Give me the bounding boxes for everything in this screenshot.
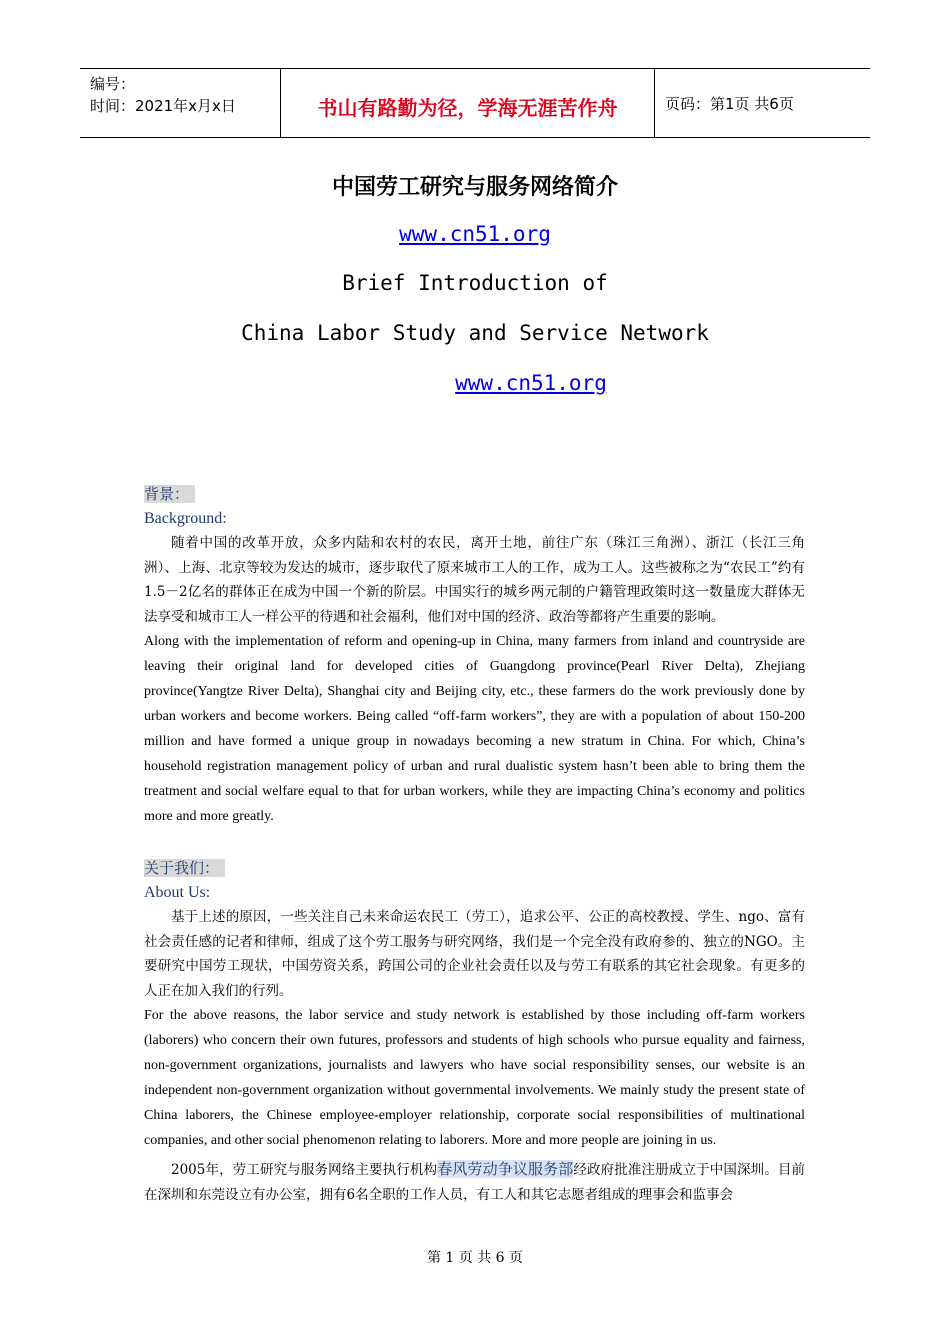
header-table <box>80 68 870 138</box>
url-line-2 <box>80 371 870 395</box>
about-heading-en: About Us: <box>144 884 211 901</box>
about-paragraph-3: 2005年，劳工研究与服务网络主要执行机构春风劳动争议服务部经政府批准注册成立于中国深圳。目前在深圳和东莞设立有办公室，拥有6名全职的工作人员，有工人和其它志愿者组成的理事会和监事会 <box>144 1160 805 1203</box>
page-footer: 第 1 页 共 6 页 <box>426 1250 524 1266</box>
header-page-label: 页码：第1页 共6页 <box>665 94 794 113</box>
background-paragraph-en: Along with the implementation of reform and opening-up in China, many farmers from inland and countryside are leaving their original land for developed cities of Guangdong province(Pearl River Delta), Zhejiang province(Yangtze River Delta), Shanghai city and Beijing city, etc., these farmers do the work previously done by urban workers and become workers. Being called “off-farm workers”, they are with a population of about 150-200 million and have formed a unique group in nowadays becoming a new stratum in China. For which, China’s household registration management policy of urban and rural dualistic system hasn’t been able to bring them the treatment and social welfare equal to that for urban workers, while they are impacting China’s economy and politics more and more greatly. <box>144 634 805 824</box>
website-link-2[interactable]: www.cn51.org <box>455 371 607 395</box>
about-heading-zh: 关于我们： <box>144 856 805 881</box>
website-link-1[interactable]: www.cn51.org <box>399 222 551 246</box>
background-heading-en: Background: <box>144 510 227 527</box>
english-title-line-2: China Labor Study and Service Network <box>241 321 709 345</box>
about-paragraph-zh: 基于上述的原因，一些关注自己未来命运农民工（劳工），追求公平、公正的高校教授、学生、ngo、富有社会责任感的记者和律师，组成了这个劳工服务与研究网络，我们是一个完全没有政府参的、独立的NGO。主要研究中国劳工现状，中国劳资关系，跨国公司的企业社会责任以及与劳工有联系的其它社会现象。有更多的人正在加入我们的行列。 <box>144 909 805 999</box>
background-paragraph-zh: 随着中国的改革开放，众多内陆和农村的农民，离开土地，前往广东（珠江三角洲）、浙江（长江三角洲）、上海、北京等较为发达的城市，逐步取代了原来城市工人的工作，成为工人。这些被称之为“农民工”约有1.5－2亿名的群体正在成为中国一个新的阶层。中国实行的城乡两元制的户籍管理政策时这一数量庞大群体无法享受和城市工人一样公平的待遇和社会福利，他们对中国的经济、政治等都将产生重要的影响。 <box>144 535 805 625</box>
background-section <box>144 482 805 829</box>
organization-highlight: 春风劳动争议服务部 <box>437 1160 574 1178</box>
time-label: 时间：2021年x月x日 <box>90 97 236 115</box>
about-paragraph-en: For the above reasons, the labor service and study network is established by those including off-farm workers (laborers) who concern their own futures, professors and students of high schools who pursue equality and fairness, non-government organizations, journalists and lawyers who have social responsibility senses, our website is an independent non-government organization without governmental involvements. We mainly study the present state of China laborers, the Chinese employee-employer relationship, corporate social responsibilities of multinational companies, and other social phenomenon relating to laborers. More and more people are joining in us. <box>144 1008 805 1148</box>
header-motto: 书山有路勤为径，学海无涯苦作舟 <box>281 69 655 137</box>
english-title-line-1: Brief Introduction of <box>342 271 608 295</box>
number-label: 编号： <box>90 75 136 93</box>
url-line-1 <box>80 222 870 246</box>
background-heading-zh: 背景： <box>144 482 805 507</box>
page-title: 中国劳工研究与服务网络简介 <box>331 175 618 200</box>
header-left-cell <box>80 69 281 137</box>
about-section <box>144 856 805 1207</box>
